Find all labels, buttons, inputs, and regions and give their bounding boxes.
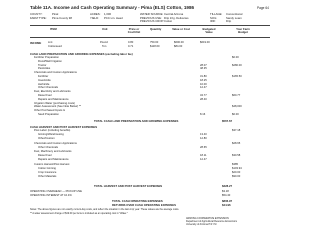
cash_prep-row-label: Diesel Fuel xyxy=(38,94,52,97)
soil-value: Sandy Loam xyxy=(226,15,242,20)
cash_prep-row-value: 12.47 xyxy=(200,86,207,90)
county-label: COUNTY: xyxy=(30,12,43,16)
cash_prep-your-farm-value: $0.00 xyxy=(232,56,239,59)
page-number: Page 64 xyxy=(257,6,269,10)
harvest-row-value: 13.40 xyxy=(200,133,207,137)
harvest-row-label: Cotton Ginning xyxy=(38,166,56,170)
previous-crop-value: Cotton xyxy=(164,19,173,23)
harvest-total-value: $328.27 xyxy=(222,184,233,188)
col-budgeted: Budgeted Value xyxy=(202,27,216,34)
harvest-your-farm-value: $20.00 xyxy=(232,171,241,174)
cash_prep-row-value: 10.00 xyxy=(200,82,207,86)
col-item: ITEM xyxy=(50,27,57,31)
harvest-row-value: 18.11 xyxy=(200,154,207,158)
harvest-your-farm-value: $37.18 xyxy=(232,129,241,132)
op-overhead-value: $3.18 xyxy=(222,190,229,193)
cash_prep-row-value: 31.80 xyxy=(200,75,207,78)
harvest-row-label: Post Labor (including benefits) xyxy=(34,129,71,132)
cash_prep-row-label: Other Purchased Inputs & xyxy=(34,109,65,113)
cash_prep-your-farm-value: $48,000 xyxy=(232,105,242,109)
income-qty: 750.00 xyxy=(150,41,159,44)
previous-use-label: PREVIOUS USE: xyxy=(140,15,162,20)
county-value: Pinal xyxy=(52,12,59,16)
cash_prep-row-label: Pesticides xyxy=(38,67,51,71)
income-price: 0.71 xyxy=(128,45,134,48)
income-value: $600.00 xyxy=(174,41,184,44)
cash_prep-row-value: 8.16 xyxy=(200,113,206,116)
publisher-line-2: Department of Agricultural Resource Economics xyxy=(186,220,237,223)
harvest-row-label: Other/Custom xyxy=(38,137,55,141)
harvest-your-farm-value: $30.58 xyxy=(232,154,241,158)
cash_prep-row-label: Chemicals and Custom Applications xyxy=(34,71,77,75)
income-qty: $118.60 xyxy=(150,45,160,48)
cash_prep-row-value: 48.35 xyxy=(200,67,207,71)
harvest-your-farm-value: $103.94 xyxy=(232,166,242,170)
cash_prep-row-label: Tractor xyxy=(38,63,47,67)
income-value: $84.00 xyxy=(174,45,183,48)
publisher-line-1: ARIZONA COOPERATIVE EXTENSION xyxy=(186,217,229,220)
income-unit: Ton xyxy=(102,45,107,48)
footnote-2: ** A water assessment charge of $19.00 per Acre is included as an operating cost in "Water." xyxy=(30,211,128,215)
harvest-row-label: Repairs and Maintenance xyxy=(38,158,69,162)
col-price: Price or Cost/Unit xyxy=(127,27,141,34)
acres-label: ACRES: xyxy=(90,12,101,16)
cash_prep-row-value: 18.25 xyxy=(200,78,207,82)
previous-crop-label: PREVIOUS CROP: xyxy=(140,19,165,23)
footnote-1: Notes: The above figures are not exactly current-day costs, and reflect the situation in the last crop year. These values are the average costs. xyxy=(30,208,180,211)
header-rule-top xyxy=(30,25,270,26)
cash-prep-total-label: TOTAL CASH LAND PREPARATION AND GROWING EXPENSES xyxy=(94,119,179,123)
col-quantity: Quantity xyxy=(150,27,162,31)
cash_prep-your-farm-value: $165.50 xyxy=(232,75,242,78)
cash-prep-section-label: CASH LAND PREPARATION AND GROWING EXPENSES (excluding labor fee) xyxy=(30,52,133,56)
harvest-row-label: Crop Insurance xyxy=(38,171,57,174)
harvest-your-farm-value: $28.65 xyxy=(232,141,241,145)
yield-value: PCC Lin. Head xyxy=(104,15,123,20)
tillage-value: Conventional xyxy=(226,12,243,16)
income-unit: Pound xyxy=(100,41,108,44)
cash_prep-row-label: Herbicide xyxy=(38,82,50,86)
cash_prep-your-farm-value: $0.00 xyxy=(232,112,239,116)
farm-type-value: Pima County 98 xyxy=(52,15,72,20)
header-rule-bottom xyxy=(30,37,270,38)
tillage-label: TILLAGE: xyxy=(210,12,223,16)
cash_prep-row-label: Fertilizer xyxy=(38,75,49,78)
farm-type-label: FARM TYPE: xyxy=(30,15,47,20)
op-interest-label: OPERATING INTEREST AT 10.4% xyxy=(30,194,72,197)
income-price: 0.80 xyxy=(128,41,134,44)
water-source-value: Central Arizona xyxy=(164,12,184,16)
harvest-row-label: Ginning/Warehousing xyxy=(38,133,64,137)
op-overhead-label: OPERATING OVERHEAD — PICKUP USE xyxy=(30,190,82,193)
cash_prep-row-label: Water Assessment (See Note Below) ** xyxy=(34,105,81,109)
harvest-row-value: 12.80 xyxy=(200,137,207,141)
cash_prep-row-label: Irrigation Water (purchasing costs) xyxy=(34,101,75,105)
harvest-row-value: 28.65 xyxy=(200,145,207,149)
yield-label: YIELD: xyxy=(90,15,99,20)
col-value: Value or Cost xyxy=(172,27,190,31)
harvest-row-label: Custom Harvest/Post Harvest xyxy=(34,162,70,166)
cash_prep-row-label: Fuel, Electricity and Lubricants xyxy=(34,90,71,94)
cash_prep-row-label: Fertilizer Preparation xyxy=(34,56,59,59)
cash_prep-row-value: 34.77 xyxy=(200,94,207,97)
harvest-row-label: Fuel, Machinery and Lubricants xyxy=(34,150,72,153)
col-unit: Unit xyxy=(102,27,108,31)
cash_prep-row-value: 28.07 xyxy=(200,63,207,67)
cash_prep-your-farm-value: $280.00 xyxy=(232,63,242,67)
cash_prep-row-label: Insecticide xyxy=(38,78,51,82)
col-your-farm: Your Farm Budget xyxy=(236,27,250,34)
cash_prep-row-label: Other Chemicals xyxy=(38,86,59,90)
harvest-row-label: Diesel Fuel xyxy=(38,154,52,158)
income-item: Lint xyxy=(48,41,53,44)
cash-prep-total-value: $567.67 xyxy=(222,119,233,123)
soil-label: SOIL: xyxy=(210,15,218,20)
harvest-row-label: Chemicals and Custom Applications xyxy=(34,141,77,145)
total-cash-label: TOTAL CASH OPERATING EXPENSES xyxy=(112,198,163,203)
returns-value: $44.96 xyxy=(222,203,231,207)
harvest-row-value: 12.47 xyxy=(200,158,207,162)
harvest-row-label: Other Chemicals xyxy=(38,145,59,149)
harvest-your-farm-value: $385 xyxy=(232,162,238,166)
harvest-your-farm-value: $90.00 xyxy=(232,175,241,179)
cash_prep-row-value: 28.40 xyxy=(200,97,207,101)
irr-label: IRR: xyxy=(210,19,216,23)
cash_prep-row-label: Flood/Well Irrigation xyxy=(38,59,62,63)
op-interest-value: $54.40 xyxy=(222,194,231,197)
acres-value: 1,000 xyxy=(104,12,111,16)
harvest-row-label: Other Materials xyxy=(38,175,57,179)
harvest-section-label: CASH HARVEST AND POST HARVEST EXPENSES xyxy=(30,125,98,129)
publisher-line-3: University of Arizona P R I M xyxy=(186,223,217,226)
harvest-total-label: TOTAL HARVEST AND POST HARVEST EXPENSES xyxy=(94,184,163,188)
income-item: Cottonseed xyxy=(48,45,62,48)
water-source-label: WATER SOURCE: xyxy=(140,12,164,16)
page-title: Table 11A. Income and Cash Operating Summary - Pima (ELS) Cotton, 1986 xyxy=(30,5,195,10)
previous-use-value: Drip Irrig. Deliveries xyxy=(164,15,189,20)
income-budget: $619.00 xyxy=(200,41,210,44)
cash_prep-row-label: Seed Preparation xyxy=(38,113,59,116)
total-cash-value: $806.97 xyxy=(222,198,233,203)
cash_prep-your-farm-value: $60.77 xyxy=(232,94,241,97)
returns-label: RETURNS OVER CASH OPERATING EXPENSES xyxy=(112,203,176,207)
irr-value: Drip xyxy=(226,19,232,23)
cash_prep-row-label: Repairs and Maintenance xyxy=(38,97,69,101)
income-section-label: INCOME xyxy=(30,41,42,45)
